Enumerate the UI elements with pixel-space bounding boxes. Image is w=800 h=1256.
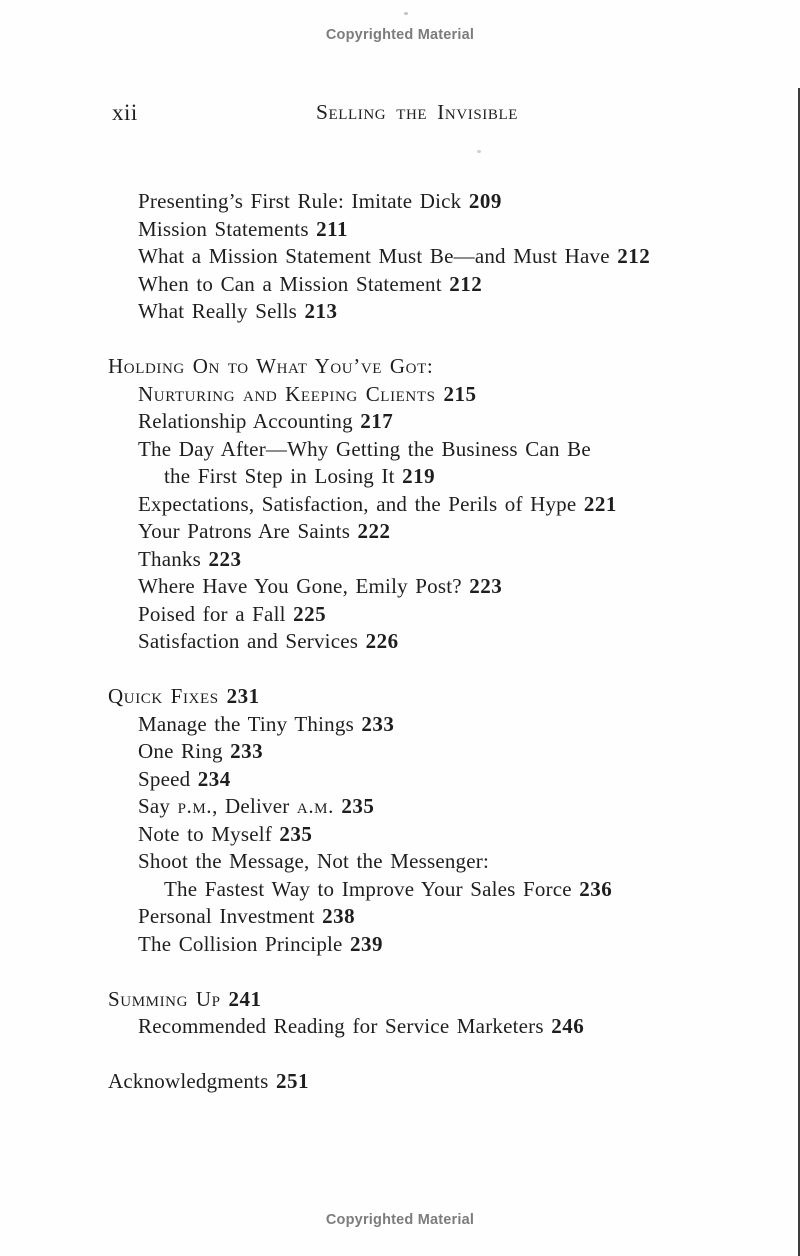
toc-entry <box>108 491 748 519</box>
page-ref: 213 <box>304 299 338 323</box>
page-ref: 251 <box>275 1069 309 1093</box>
toc-entry <box>108 271 748 299</box>
toc-entry-text: , Deliver <box>212 794 297 818</box>
toc-entry <box>108 628 748 656</box>
table-of-contents <box>108 188 748 1096</box>
toc-entry-text: p.m. <box>177 794 213 818</box>
toc-entry-text: Speed <box>138 766 191 791</box>
toc-entry-text: The Day After—Why Getting the Business Can Be <box>138 436 591 461</box>
page-ref: 233 <box>230 739 264 763</box>
toc-entry <box>108 738 748 766</box>
toc-entry-text: What a Mission Statement Must Be—and Must Have <box>138 244 610 268</box>
toc-entry <box>108 931 748 959</box>
page-ref: 219 <box>402 464 436 488</box>
toc-entry <box>108 821 748 849</box>
toc-entry-text: The Collision Principle <box>138 931 343 956</box>
toc-entry <box>108 381 748 409</box>
page-ref: 238 <box>322 904 356 928</box>
toc-entry <box>108 353 748 381</box>
toc-entry-text: Mission Statements <box>138 216 309 241</box>
folio-page-number: xii <box>112 100 138 125</box>
toc-entry-text: Acknowledgments <box>108 1069 269 1093</box>
toc-entry-text: Recommended Reading for Service Marketers <box>138 1014 544 1038</box>
toc-entry <box>108 298 748 326</box>
toc-entry-text: the First Step in Losing It <box>164 464 395 488</box>
scan-speck <box>477 150 481 153</box>
toc-entry-text: Say <box>138 794 178 818</box>
page-ref: 236 <box>579 876 613 901</box>
page-ref: 223 <box>469 574 503 598</box>
page-ref: 226 <box>365 629 399 653</box>
page-ref: 211 <box>316 216 348 241</box>
toc-entry <box>108 1013 748 1041</box>
toc-entry-text: Shoot the Message, Not the Messenger: <box>138 849 490 873</box>
page-ref: 209 <box>468 189 502 213</box>
toc-entry <box>108 1068 748 1096</box>
toc-entry <box>108 903 748 931</box>
running-title: Selling the Invisible <box>315 100 519 124</box>
toc-entry <box>108 243 748 271</box>
toc-section <box>108 1068 748 1096</box>
page-ref: 246 <box>551 1014 585 1038</box>
page-ref: 212 <box>449 271 483 296</box>
running-header <box>0 100 800 130</box>
page-ref: 215 <box>443 381 477 406</box>
toc-entry-text: Satisfaction and Services <box>138 629 359 653</box>
toc-entry <box>108 463 748 491</box>
toc-entry-text: Thanks <box>138 546 202 571</box>
toc-entry <box>108 683 748 711</box>
toc-entry <box>108 601 748 629</box>
page-ref: 223 <box>208 546 242 571</box>
toc-entry-text: Expectations, Satisfaction, and the Perils of Hype <box>138 491 577 516</box>
toc-entry <box>108 518 748 546</box>
page-ref: 217 <box>360 409 394 433</box>
toc-entry-text: The Fastest Way to Improve Your Sales Force <box>164 876 572 901</box>
page-ref: 222 <box>357 519 391 543</box>
page-ref: 234 <box>197 766 231 791</box>
toc-section <box>108 986 748 1041</box>
toc-entry <box>108 188 748 216</box>
toc-entry-text: Holding On to What You’ve Got: <box>108 354 434 378</box>
toc-entry-text: When to Can a Mission Statement <box>138 271 442 296</box>
toc-entry-text: Poised for a Fall <box>138 601 286 626</box>
toc-section <box>108 188 748 326</box>
toc-entry-text: Manage the Tiny Things <box>138 711 354 736</box>
toc-entry <box>108 793 748 821</box>
toc-entry-text: One Ring <box>138 739 223 763</box>
toc-entry <box>108 573 748 601</box>
toc-entry-text: Relationship Accounting <box>138 409 353 433</box>
toc-entry <box>108 986 748 1014</box>
toc-entry <box>108 766 748 794</box>
toc-entry-text: Note to Myself <box>138 821 272 846</box>
page-ref: 241 <box>228 986 262 1011</box>
page-ref: 235 <box>279 821 313 846</box>
toc-entry <box>108 711 748 739</box>
copyright-notice-bottom: Copyrighted Material <box>325 1212 475 1228</box>
toc-entry <box>108 876 748 904</box>
copyright-notice-top: Copyrighted Material <box>325 27 475 43</box>
page-ref: 225 <box>293 601 327 626</box>
toc-entry <box>108 216 748 244</box>
toc-entry <box>108 408 748 436</box>
scan-speck <box>404 12 408 15</box>
toc-entry <box>108 546 748 574</box>
toc-entry-text: Summing Up <box>108 986 221 1011</box>
toc-entry-text: What Really Sells <box>138 299 298 323</box>
toc-entry <box>108 848 748 876</box>
page-ref: 235 <box>341 794 375 818</box>
toc-section <box>108 683 748 958</box>
page-ref: 221 <box>583 491 617 516</box>
page-ref: 233 <box>361 711 395 736</box>
toc-entry-text: a.m. <box>296 794 334 818</box>
toc-entry-text: Personal Investment <box>138 904 315 928</box>
page-ref: 231 <box>226 684 260 708</box>
page-ref: 239 <box>350 931 384 956</box>
toc-entry-text: Nurturing and Keeping Clients <box>138 381 436 406</box>
toc-entry <box>108 436 748 464</box>
toc-section <box>108 353 748 656</box>
toc-entry-text: Where Have You Gone, Emily Post? <box>138 574 462 598</box>
toc-entry-text: Your Patrons Are Saints <box>138 519 351 543</box>
toc-entry-text: Presenting’s First Rule: Imitate Dick <box>138 189 462 213</box>
page-ref: 212 <box>617 244 651 268</box>
toc-entry-text: Quick Fixes <box>108 684 219 708</box>
